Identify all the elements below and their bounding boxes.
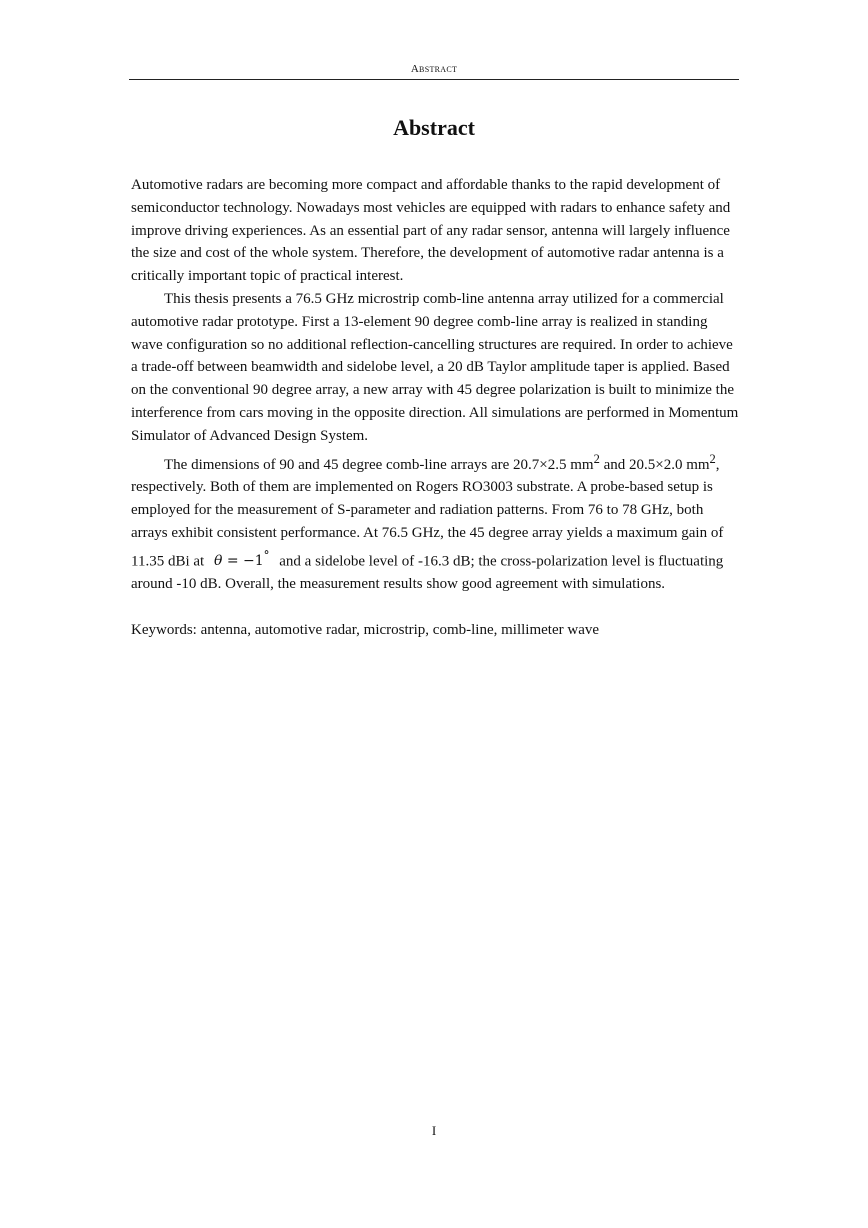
equals-operator: = [226,553,239,570]
p3-superscript-2: 2 [709,451,716,466]
p3-text-3: , respectively. Both of them are implemented on Rogers RO3003 substrate. A probe-based setup is employed for the measurement of S-parameter and radiation patterns. From 76 to 78 GHz, both arrays exhibit consistent performance. At 76.5 GHz, the 45 degree array yields a maximum gain of 11.35 dBi at [131,456,724,570]
p3-text-2: and 20.5×2.0 mm [599,456,710,473]
p3-text-1: The dimensions of 90 and 45 degree comb-line arrays are 20.7×2.5 mm [164,456,594,473]
degree-symbol: ° [263,548,270,563]
page-number: I [431,1123,437,1138]
p3-text-4: and a sidelobe level of -16.3 dB; the cross-polarization level is fluctuating around -10 dB. Overall, the measurement results show good agreement with simulations. [131,553,724,593]
p3-superscript-1: 2 [593,451,600,466]
abstract-body [131,174,739,642]
abstract-paragraph-2: This thesis presents a 76.5 GHz microstrip comb-line antenna array utilized for a commercial automotive radar prototype. First a 13-element 90 degree comb-line array is realized in standing wave configuration so no additional reflection-cancelling structures are required. In order to achieve a trade-off between beamwidth and sidelobe level, a 20 dB Taylor amplitude taper is applied. Based on the conventional 90 degree array, a new array with 45 degree polarization is built to minimize the interference from cars moving in the opposite direction. All simulations are performed in Momentum Simulator of Advanced Design System. [131,290,739,444]
running-header: Abstract [410,63,458,75]
theta-symbol: θ [213,553,223,570]
theta-value: −1 [243,553,264,570]
keywords: Keywords: antenna, automotive radar, microstrip, comb-line, millimeter wave [131,621,600,638]
page-title: Abstract [393,115,475,140]
abstract-paragraph-1: Automotive radars are becoming more compact and affordable thanks to the rapid development of semiconductor technology. Nowadays most vehicles are equipped with radars to enhance safety and improve driving experiences. As an essential part of any radar sensor, antenna will largely influence the size and cost of the whole system. Therefore, the development of automotive radar antenna is a critically important topic of practical interest. [131,177,731,285]
theta-equation [208,548,276,570]
header-rule [129,79,739,80]
abstract-paragraph-3 [131,448,739,596]
